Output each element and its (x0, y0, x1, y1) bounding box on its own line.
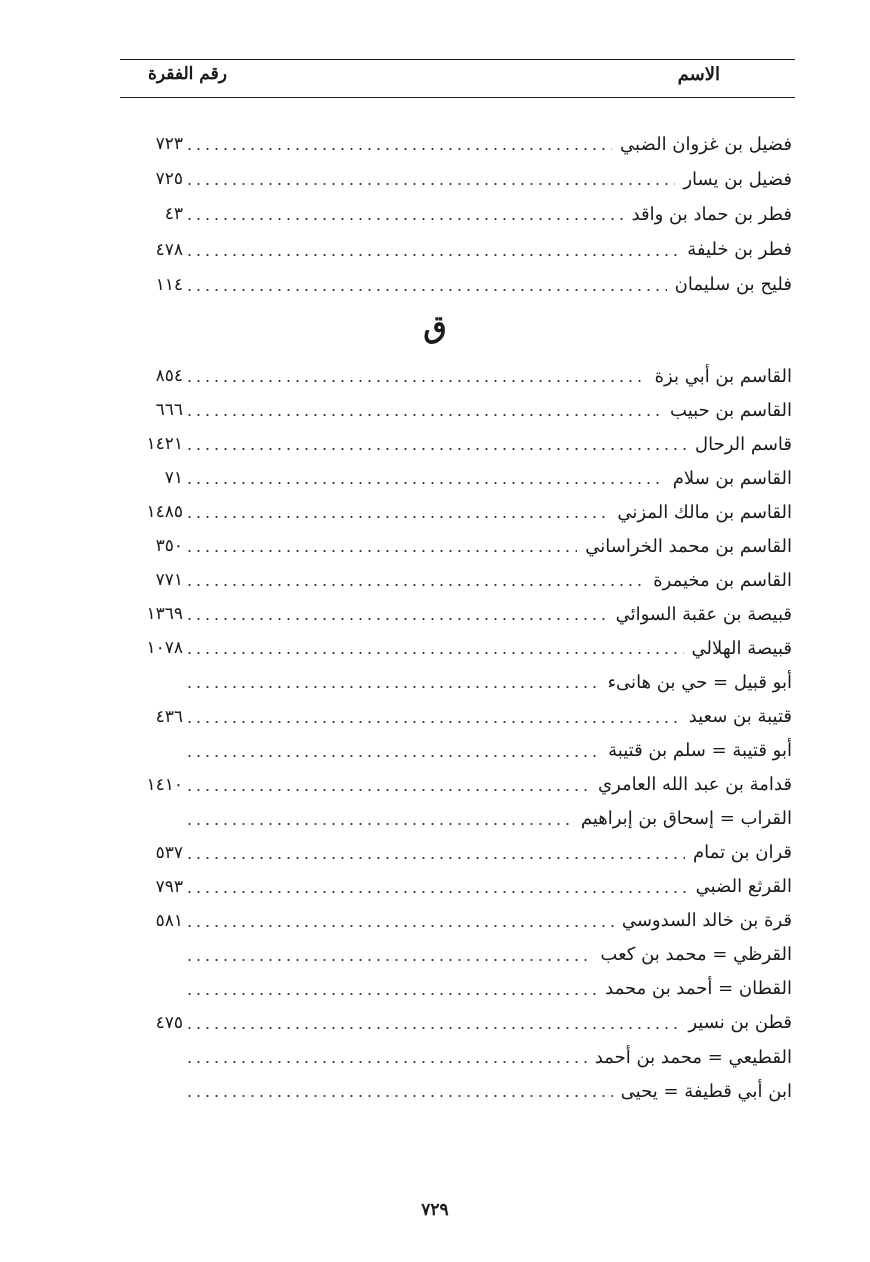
dot-leader (185, 993, 597, 995)
dot-leader (185, 254, 679, 256)
index-entry (125, 363, 792, 389)
index-entry (125, 397, 792, 423)
dot-leader (185, 789, 590, 791)
page-number: ٧٢٩ (421, 1200, 449, 1220)
dot-leader (185, 414, 662, 416)
dot-leader (185, 148, 612, 150)
entry-name: القرظي = محمد بن كعب (600, 944, 792, 966)
index-entry (125, 635, 792, 661)
dot-leader (185, 857, 685, 859)
entry-number: ١١٤ (155, 274, 183, 295)
entry-name: أبو قتيبة = سلم بن قتيبة (608, 740, 792, 762)
header-top-rule (120, 59, 795, 60)
index-entry (125, 976, 792, 1002)
dot-leader (185, 516, 609, 518)
dot-leader (185, 1027, 680, 1029)
entry-name: فضيل بن يسار (683, 168, 792, 190)
index-entry (125, 669, 792, 695)
entry-number: ٥٣٧ (155, 842, 183, 863)
index-entry (125, 738, 792, 764)
index-entry (125, 772, 792, 798)
entry-name: القاسم بن سلام (672, 467, 792, 489)
dot-leader (185, 584, 645, 586)
index-entry (125, 237, 792, 263)
entry-name: أبو قبيل = حي بن هانىء (607, 671, 792, 693)
dot-leader (185, 891, 688, 893)
entry-number: ٦٦٦ (155, 400, 183, 421)
index-entry (125, 1078, 792, 1104)
entry-number: ٧٩٣ (155, 876, 183, 897)
entry-name: قران بن تمام (693, 842, 792, 864)
header-bottom-rule (120, 97, 795, 98)
dot-leader (185, 380, 647, 382)
entry-number: ١٠٧٨ (146, 638, 183, 659)
dot-leader (185, 218, 624, 220)
entry-name: قدامة بن عبد الله العامري (598, 774, 792, 796)
index-entry (125, 1044, 792, 1070)
dot-leader (185, 1095, 613, 1097)
dot-leader (185, 550, 577, 552)
entry-number: ٧٢٣ (155, 134, 183, 154)
dot-leader (185, 652, 684, 654)
entry-name: القرثع الضبي (695, 876, 792, 898)
entry-number: ٧١ (164, 468, 183, 489)
index-entry (125, 465, 792, 491)
index-entry (125, 942, 792, 968)
index-entry (125, 166, 792, 192)
entry-name: القاسم بن مالك المزني (617, 501, 792, 523)
entry-name: القطان = أحمد بن محمد (605, 978, 792, 1000)
entry-number: ١٣٦٩ (146, 604, 183, 625)
entry-name: القطيعي = محمد بن أحمد (594, 1046, 792, 1068)
index-entry (125, 874, 792, 900)
dot-leader (185, 755, 600, 757)
dot-leader (185, 482, 665, 484)
entry-name: قتيبة بن سعيد (688, 706, 792, 727)
dot-leader (185, 686, 600, 688)
entry-number: ١٤٨٥ (146, 502, 183, 523)
entry-number: ٧٢٥ (155, 169, 183, 190)
dot-leader (185, 1061, 587, 1063)
section-letter-heading: ق (423, 310, 447, 345)
entry-number: ١٤٢١ (146, 434, 183, 455)
index-entry (125, 840, 792, 866)
index-entry (125, 533, 792, 559)
index-entry (125, 704, 792, 730)
entry-number: ٧٧١ (155, 570, 183, 591)
entry-name: فطر بن خليفة (687, 239, 792, 261)
dot-leader (185, 823, 573, 825)
entry-name: فطر بن حماد بن واقد (631, 203, 792, 225)
entry-number: ٤٣ (164, 204, 183, 225)
dot-leader (185, 959, 592, 961)
entry-name: قرة بن خالد السدوسي (621, 910, 792, 932)
entry-name: القاسم بن محمد الخراساني (585, 535, 792, 557)
entry-number: ٤٧٨ (155, 239, 183, 260)
index-entry (125, 567, 792, 593)
entry-name: القاسم بن مخيمرة (653, 569, 792, 591)
index-entry (125, 601, 792, 627)
entry-number: ٤٧٥ (155, 1012, 183, 1033)
column-header-name: الاسم (677, 64, 720, 85)
dot-leader (185, 289, 667, 291)
column-header-number: رقم الفقرة (148, 64, 227, 84)
dot-leader (185, 721, 681, 723)
entry-name: القاسم بن أبي بزة (654, 365, 792, 387)
dot-leader (185, 925, 614, 927)
entry-name: قطن بن نسير (688, 1012, 792, 1034)
entry-name: القراب = إسحاق بن إبراهيم (580, 808, 792, 830)
entry-name: ابن أبي قطيفة = يحيى (620, 1080, 792, 1102)
entry-name: قبيصة الهلالي (691, 637, 792, 659)
dot-leader (185, 448, 687, 450)
entry-number: ١٤١٠ (146, 774, 183, 795)
entry-name: قاسم الرحال (695, 433, 792, 455)
dot-leader (185, 183, 675, 185)
entry-name: قبيصة بن عقبة السوائي (615, 603, 792, 625)
index-entry (125, 1010, 792, 1036)
dot-leader (185, 618, 608, 620)
entry-number: ٤٣٦ (155, 706, 183, 727)
index-entry (125, 499, 792, 525)
entry-name: فضيل بن غزوان الضبي (620, 133, 792, 155)
entry-number: ٣٥٠ (155, 536, 183, 557)
index-entry (125, 272, 792, 298)
entry-number: ٥٨١ (155, 910, 183, 931)
entry-name: فليح بن سليمان (674, 274, 792, 296)
index-entry (125, 908, 792, 934)
index-entry (125, 431, 792, 457)
index-entry (125, 806, 792, 832)
entry-name: القاسم بن حبيب (670, 399, 792, 421)
index-entry (125, 131, 792, 157)
entry-number: ٨٥٤ (155, 366, 183, 386)
index-entry (125, 201, 792, 227)
